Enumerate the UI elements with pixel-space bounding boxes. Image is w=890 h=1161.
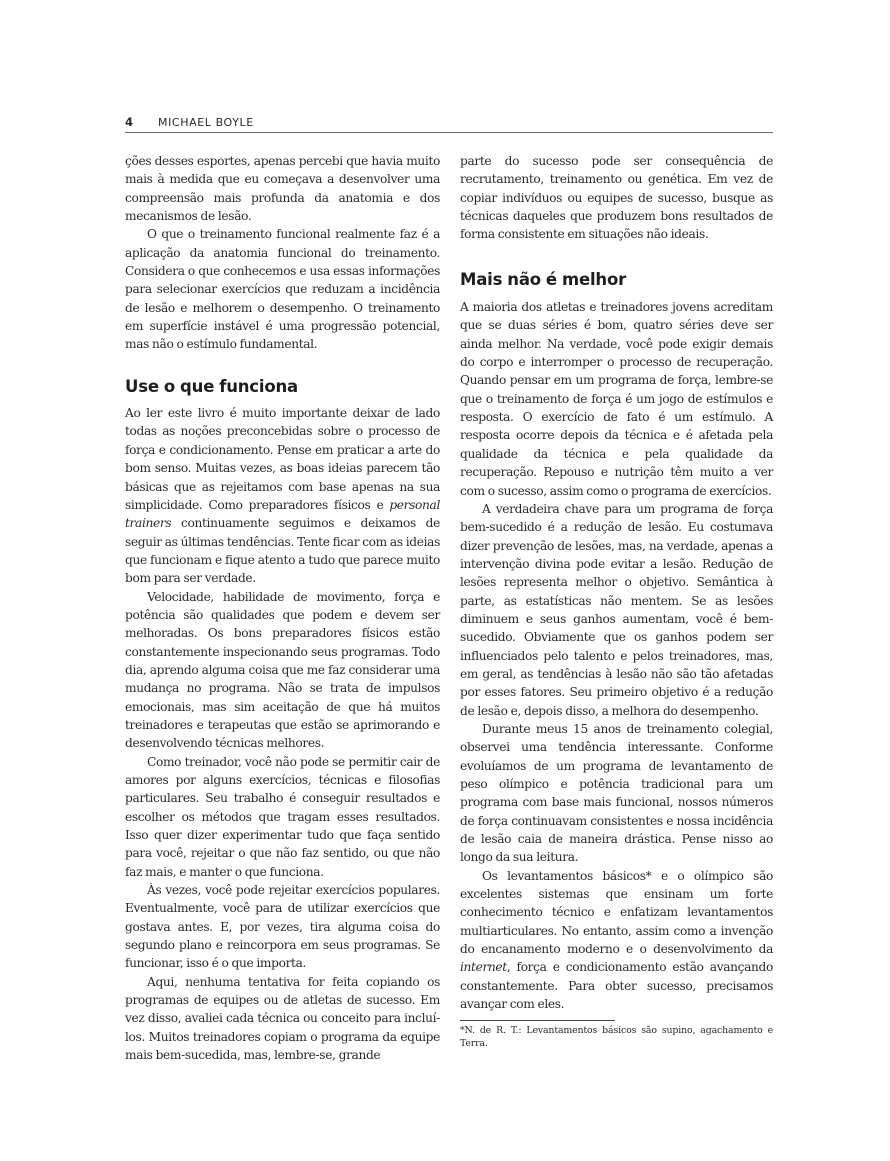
running-head-author: MICHAEL BOYLE (158, 115, 254, 129)
paragraph: Às vezes, você pode rejeitar exercícios populares. Eventualmente, você para de utilizar exercícios que gostava antes. E, por vezes, tira alguma coisa do segundo plano e reincorpora em seus programas. Se funcionar, isso é o que importa. (125, 883, 440, 971)
text-run: continuamente seguimos e deixamos de seguir as últimas tendências. Tente ficar com as ideias que funcionam e fique atento a tudo que parece muito bom para ser verdade. (125, 516, 440, 586)
italic-term: personal trainers (125, 497, 440, 531)
paragraph: Velocidade, habilidade de movimento, força e potência são qualidades que podem e devem ser melhoradas. Os bons preparadores físicos estão constantemente inspecionando seus programas. Todo dia, aprendo alguma coisa que me faz considerar uma mudança no programa. Não se trata de impulsos emocionais, mas sim aceitação de que há muitos treinadores e terapeutas que estão se aprimorando e desenvolvendo técnicas melhores. (125, 589, 440, 751)
right-column (460, 152, 773, 1050)
italic-term: internet (460, 960, 507, 975)
paragraph: A verdadeira chave para um programa de força bem-sucedido é a redução de lesão. Eu costumava dizer prevenção de lesões, mas, na verdade, apenas a intervenção divina pode evitar a lesão. Redução de lesões representa melhor o objetivo. Semântica à parte, as estatísticas não mentem. Se as lesões diminuem e seus ganhos aumentam, você é bem-sucedido. Obviamente que os ganhos podem ser influenciados pelo talento e pelos treinadores, mas, em geral, as tendências à lesão não são tão afetadas por esses fatores. Seu primeiro objetivo é a redução de lesão e, depois disso, a melhora do desempenho. (460, 501, 773, 718)
section-heading-use-o-que-funciona: Use o que funciona (125, 376, 298, 396)
page-number: 4 (125, 115, 134, 129)
paragraph (460, 867, 773, 1014)
footnote: *N. de R. T.: Levantamentos básicos são supino, agachamento e Terra. (460, 1025, 773, 1049)
text-run: Os levantamentos básicos* e o olímpico são excelentes sistemas que ensinam um forte conhecimento técnico e enfatizam levantamentos multiarticulares. No entanto, assim como a invenção do encanamento moderno e o desenvolvimento da (460, 868, 773, 957)
paragraph: A maioria dos atletas e treinadores jovens acreditam que se duas séries é bom, quatro séries deve ser ainda melhor. Na verdade, você pode exigir demais do corpo e interromper o processo de recuperação. Quando pensar em um programa de força, lembre-se que o treinamento de força é um jogo de estímulos e resposta. O exercício de fato é um estímulo. A resposta ocorre depois da técnica e é afetada pela qualidade da técnica e pela qualidade da recuperação. Repouso e nutrição têm muito a ver com o sucesso, assim como o programa de exercícios. (460, 300, 773, 498)
section-heading-mais-nao-e-melhor: Mais não é melhor (460, 269, 627, 289)
paragraph (125, 404, 440, 587)
running-header (125, 114, 773, 133)
paragraph: parte do sucesso pode ser consequência de recrutamento, treinamento ou genética. Em vez de copiar indivíduos ou equipes de sucesso, busque as técnicas daqueles que produzem bons resultados de forma consistente em situações não ideais. (460, 154, 773, 242)
footnote-divider (460, 1020, 615, 1021)
paragraph: Como treinador, você não pode se permitir cair de amores por alguns exercícios, técnicas e filosofias particulares. Seu trabalho é conseguir resultados e escolher os métodos que tragam esses resultados. Isso quer dizer experimentar tudo que faça sentido para você, rejeitar o que não faz sentido, ou que não faz mais, e manter o que funciona. (125, 754, 440, 879)
left-column (125, 152, 440, 1065)
paragraph: ções desses esportes, apenas percebi que havia muito mais à medida que eu começava a desenvolver uma compreensão mais profunda da anatomia e dos mecanismos de lesão. (125, 154, 440, 224)
paragraph: O que o treinamento funcional realmente faz é a aplicação da anatomia funcional do treinamento. Considera o que conhecemos e usa essas informações para selecionar exercícios que reduzam a incidência de lesão e melhorem o desempenho. O treinamento em superfície instável é uma progressão potencial, mas não o estímulo fundamental. (125, 227, 440, 352)
paragraph: Durante meus 15 anos de treinamento colegial, observei uma tendência interessante. Conforme evoluíamos de um programa de levantamento de peso olímpico e potência tradicional para um programa com base mais funcional, nossos números de força continuavam consistentes e nossa incidência de lesão caia de maneira drástica. Pense nisso ao longo da sua leitura. (460, 721, 773, 865)
text-run: Ao ler este livro é muito importante deixar de lado todas as noções preconcebidas sobre o processo de força e condicionamento. Pense em praticar a arte do bom senso. Muitas vezes, as boas ideias parecem tão básicas que as rejeitamos com base apenas na sua simplicidade. Como preparadores físicos e (125, 406, 440, 512)
text-run: , força e condicionamento estão avançando constantemente. Para obter sucesso, precisamos avançar com eles. (460, 960, 773, 1012)
paragraph: Aqui, nenhuma tentativa for feita copiando os programas de equipes ou de atletas de sucesso. Em vez disso, avaliei cada técnica ou conceito para incluí-los. Muitos treinadores copiam o programa da equipe mais bem-sucedida, mas, lembre-se, grande (125, 974, 440, 1063)
